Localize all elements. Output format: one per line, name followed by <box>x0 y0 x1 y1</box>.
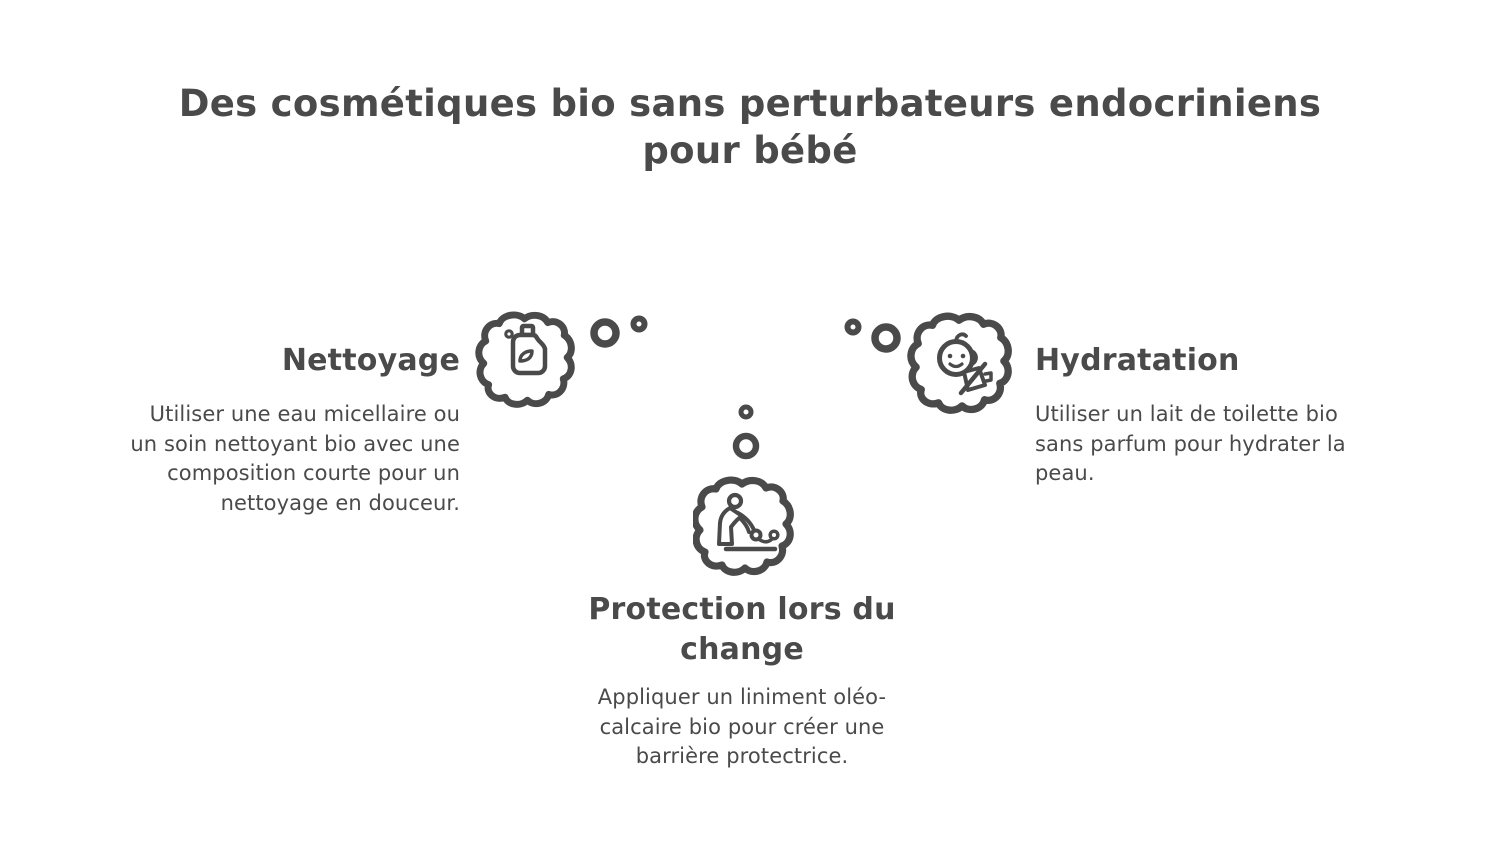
section-heading-protection: Protection lors du change <box>588 592 896 667</box>
thought-bubble-detergent-bottle-icon <box>473 303 658 418</box>
thought-trail-bubble-small <box>848 322 859 333</box>
section-heading-nettoyage: Nettoyage <box>281 343 460 378</box>
page-title <box>0 80 1500 174</box>
bottle-body <box>513 335 545 373</box>
thought-cloud <box>695 480 790 572</box>
page-title-line2: pour bébé <box>642 129 858 172</box>
thought-trail-bubble-small <box>634 319 645 330</box>
thought-bubble-baby-face-fragrance-free-icon <box>840 303 1015 418</box>
baby-eye-right <box>961 354 966 359</box>
baby-eye-left <box>948 354 953 359</box>
page-title-line1: Des cosmétiques bio sans perturbateurs endocriniens <box>178 82 1322 125</box>
thought-trail-bubble-large <box>875 327 897 349</box>
thought-trail-bubble-large <box>594 322 616 344</box>
adult-head <box>729 495 741 507</box>
section-body-hydratation: Utiliser un lait de toilette bio sans parfum pour hydrater la peau. <box>1035 402 1346 485</box>
baby-head <box>752 531 761 540</box>
thought-trail-bubble-small <box>741 407 751 417</box>
thought-trail-bubble-large <box>736 436 756 456</box>
section-body-protection: Appliquer un liniment oléo-calcaire bio pour créer une barrière protectrice. <box>597 685 887 768</box>
section-heading-hydratation: Hydratation <box>1035 343 1240 378</box>
thought-bubble-diaper-change-icon <box>693 398 798 578</box>
section-body-nettoyage: Utiliser une eau micellaire ou un soin nettoyant bio avec une composition courte pour un nettoyage en douceur. <box>130 402 460 515</box>
